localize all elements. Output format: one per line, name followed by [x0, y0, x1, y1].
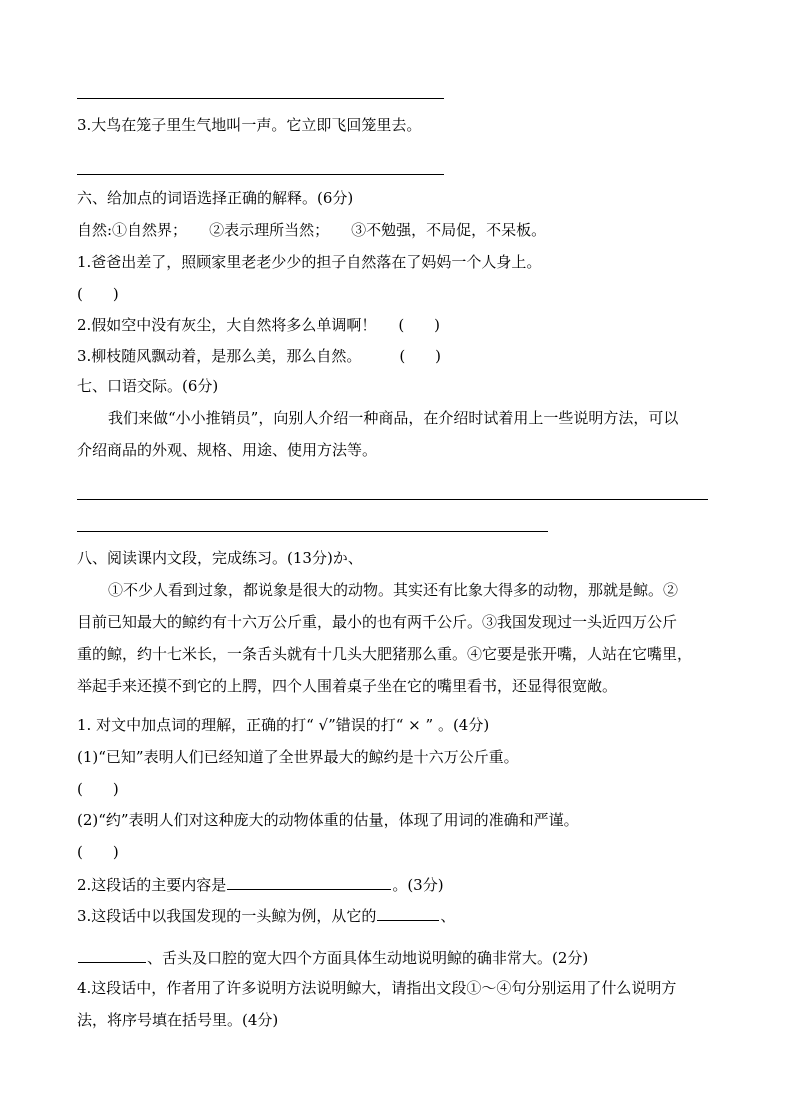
- s8-question-1-2: (2)“约”表明人们对这种庞大的动物体重的估量，体现了用词的准确和严谨。: [77, 811, 579, 829]
- s8-question-3-cont: 、舌头及口腔的宽大四个方面具体生动地说明鲸的确非常大。(2分): [77, 946, 588, 968]
- section-7-title: 七、口语交际。(6分): [77, 377, 219, 395]
- fill-blank[interactable]: [227, 873, 391, 890]
- answer-line[interactable]: [77, 531, 548, 532]
- answer-line[interactable]: [77, 98, 444, 99]
- definition-2: ②表示理所当然；: [209, 221, 330, 239]
- answer-line[interactable]: [77, 174, 444, 175]
- s8-question-3: 3.这段话中以我国发现的一头鲸为例，从它的 、: [77, 904, 455, 926]
- passage-line-3: 重的鲸，约十七米长，一条舌头就有十几头大肥猪那么重。④它要是张开嘴，人站在它嘴里，: [77, 645, 693, 663]
- answer-parens[interactable]: ( ): [77, 780, 119, 798]
- definition-1: 自然:①自然界；: [77, 221, 188, 239]
- section-6-title: 六、给加点的词语选择正确的解释。(6分): [77, 189, 354, 207]
- s8-question-4-line-1: 4.这段话中，作者用了许多说明方法说明鲸大，请指出文段①～④句分别运用了什么说明方: [77, 979, 677, 997]
- passage-line-2: 目前已知最大的鲸约有十六万公斤重，最小的也有两千公斤。③我国发现过一头近四万公斤: [77, 613, 678, 631]
- answer-parens[interactable]: ( ): [398, 316, 441, 334]
- answer-line[interactable]: [77, 499, 708, 500]
- fill-blank[interactable]: [78, 946, 146, 963]
- s6-question-2: 2.假如空中没有灰尘，大自然将多么单调啊！ ( ): [77, 316, 441, 334]
- s8-question-1: 1. 对文中加点词的理解，正确的打“ √”错误的打“ × ” 。(4分): [77, 716, 490, 734]
- definition-row: [77, 220, 546, 240]
- s7-paragraph-line-2: 介绍商品的外观、规格、用途、使用方法等。: [77, 441, 378, 459]
- answer-parens[interactable]: ( ): [77, 285, 119, 303]
- s8-question-4-line-2: 法，将序号填在括号里。(4分): [77, 1011, 279, 1029]
- section-8-title: 八、阅读课内文段，完成练习。(13分)か、: [77, 549, 363, 567]
- passage-line-1: ①不少人看到过象，都说象是很大的动物。其实还有比象大得多的动物，那就是鲸。②: [108, 581, 679, 599]
- s6-question-3: 3.柳枝随风飘动着，是那么美，那么自然。 ( ): [77, 347, 442, 365]
- s7-paragraph-line-1: 我们来做“小小推销员”，向别人介绍一种商品，在介绍时试着用上一些说明方法，可以: [108, 409, 679, 427]
- passage-line-4: 举起手来还摸不到它的上腭，四个人围着桌子坐在它的嘴里看书，还显得很宽敞。: [77, 677, 618, 695]
- s6-question-1: 1.爸爸出差了，照顾家里老老少少的担子自然落在了妈妈一个人身上。: [77, 253, 542, 271]
- s8-question-2: 2.这段话的主要内容是 。(3分): [77, 873, 444, 895]
- s8-question-1-1: (1)“已知”表明人们已经知道了全世界最大的鲸约是十六万公斤重。: [77, 748, 519, 766]
- answer-parens[interactable]: ( ): [399, 347, 442, 365]
- fill-blank[interactable]: [377, 904, 439, 921]
- s5-question-3: 3.大鸟在笼子里生气地叫一声。它立即飞回笼里去。: [77, 116, 422, 134]
- definition-3: ③不勉强，不局促，不呆板。: [351, 221, 547, 239]
- stray-mark: か、: [332, 549, 363, 567]
- answer-parens[interactable]: ( ): [77, 843, 119, 861]
